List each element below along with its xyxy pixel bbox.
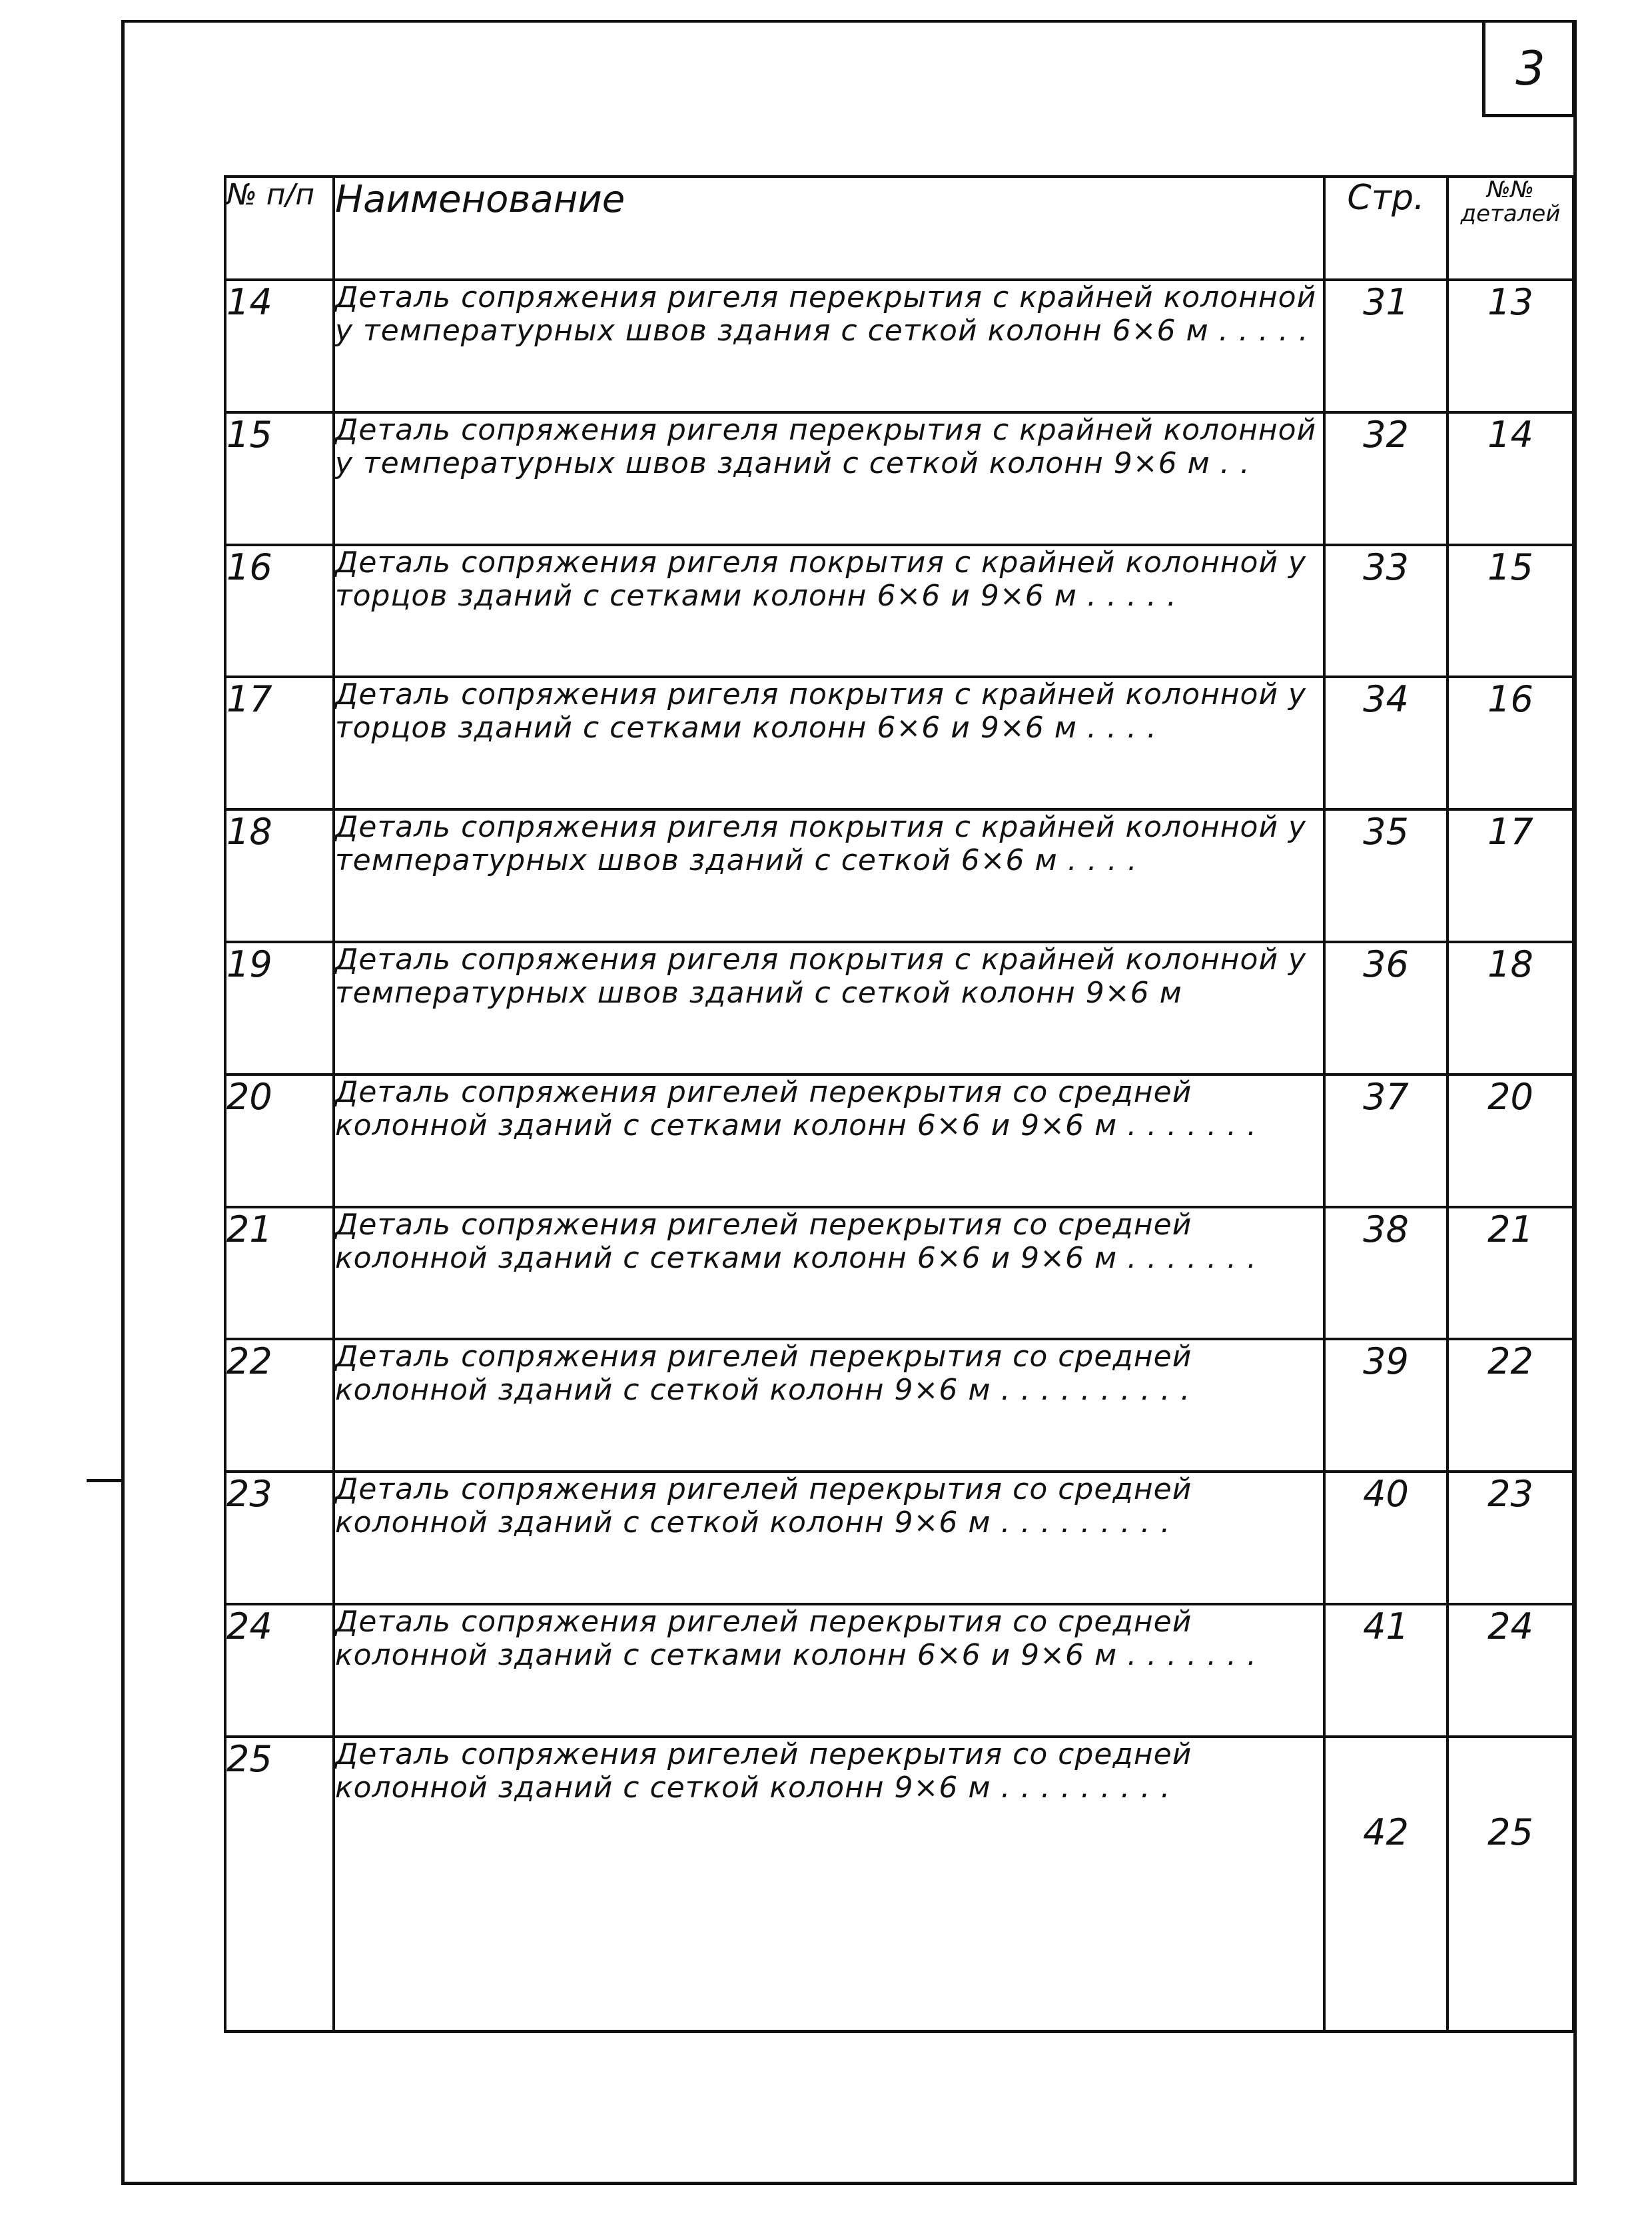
header-details: №№ деталей xyxy=(1447,177,1573,280)
page-number-box-edge xyxy=(1572,23,1575,117)
row-number: 17 xyxy=(225,677,334,809)
table-row xyxy=(225,677,1573,809)
row-page: 41 xyxy=(1324,1604,1447,1737)
row-detail: 13 xyxy=(1447,280,1573,412)
table-row xyxy=(225,1075,1573,1207)
row-page: 32 xyxy=(1324,412,1447,545)
contents-table-wrapper xyxy=(224,175,1572,2032)
row-number: 24 xyxy=(225,1604,334,1737)
row-detail: 22 xyxy=(1447,1339,1573,1472)
row-number: 25 xyxy=(225,1737,334,2031)
header-page: Стр. xyxy=(1324,177,1447,280)
table-row xyxy=(225,1737,1573,2031)
header-name: Наименование xyxy=(334,177,1324,280)
row-page: 31 xyxy=(1324,280,1447,412)
row-number: 22 xyxy=(225,1339,334,1472)
table-row xyxy=(225,942,1573,1075)
binding-mark xyxy=(87,1479,124,1482)
row-number: 14 xyxy=(225,280,334,412)
row-number: 18 xyxy=(225,809,334,942)
row-number: 19 xyxy=(225,942,334,1075)
row-title: Деталь сопряжения ригелей перекрытия со средней колонной зданий с сеткой колонн 9×6 м . . . . . . . . . xyxy=(334,1472,1324,1604)
row-number: 16 xyxy=(225,545,334,677)
row-page: 38 xyxy=(1324,1207,1447,1340)
row-detail: 18 xyxy=(1447,942,1573,1075)
row-detail: 16 xyxy=(1447,677,1573,809)
table-row xyxy=(225,809,1573,942)
row-detail: 24 xyxy=(1447,1604,1573,1737)
row-detail: 25 xyxy=(1447,1737,1573,2031)
row-detail: 23 xyxy=(1447,1472,1573,1604)
row-number: 21 xyxy=(225,1207,334,1340)
row-page: 34 xyxy=(1324,677,1447,809)
row-title: Деталь сопряжения ригеля перекрытия с крайней колонной у температурных швов зданий с сеткой колонн 9×6 м . . xyxy=(334,412,1324,545)
row-detail: 21 xyxy=(1447,1207,1573,1340)
bottom-rule xyxy=(224,2030,1576,2033)
row-page: 33 xyxy=(1324,545,1447,677)
header-item-number: № п/п xyxy=(225,177,334,280)
row-detail: 17 xyxy=(1447,809,1573,942)
row-title: Деталь сопряжения ригеля покрытия с крайней колонной у торцов зданий с сетками колонн 6×6 и 9×6 м . . . . . xyxy=(334,545,1324,677)
row-detail: 14 xyxy=(1447,412,1573,545)
row-title: Деталь сопряжения ригеля покрытия с крайней колонной у температурных швов зданий с сеткой колонн 9×6 м xyxy=(334,942,1324,1075)
row-title: Деталь сопряжения ригелей перекрытия со средней колонной зданий с сеткой колонн 9×6 м . . . . . . . . . . xyxy=(334,1339,1324,1472)
row-title: Деталь сопряжения ригеля покрытия с крайней колонной у торцов зданий с сетками колонн 6×6 и 9×6 м . . . . xyxy=(334,677,1324,809)
table-row xyxy=(225,1604,1573,1737)
row-title: Деталь сопряжения ригелей перекрытия со средней колонной зданий с сетками колонн 6×6 и 9×6 м . . . . . . . xyxy=(334,1075,1324,1207)
row-title: Деталь сопряжения ригелей перекрытия со средней колонной зданий с сетками колонн 6×6 и 9×6 м . . . . . . . xyxy=(334,1207,1324,1340)
row-page: 42 xyxy=(1324,1737,1447,2031)
table-body xyxy=(225,280,1573,2031)
page-number: 3 xyxy=(1515,41,1545,96)
table-row xyxy=(225,412,1573,545)
table-row xyxy=(225,1472,1573,1604)
table-row xyxy=(225,1339,1573,1472)
row-page: 36 xyxy=(1324,942,1447,1075)
row-number: 20 xyxy=(225,1075,334,1207)
row-number: 15 xyxy=(225,412,334,545)
row-page: 40 xyxy=(1324,1472,1447,1604)
page-number-box xyxy=(1482,23,1575,117)
row-detail: 20 xyxy=(1447,1075,1573,1207)
row-title: Деталь сопряжения ригеля перекрытия с крайней колонной у температурных швов здания с сеткой колонн 6×6 м . . . . . xyxy=(334,280,1324,412)
table-row xyxy=(225,545,1573,677)
table-row xyxy=(225,1207,1573,1340)
row-title: Деталь сопряжения ригелей перекрытия со средней колонной зданий с сеткой колонн 9×6 м . . . . . . . . . xyxy=(334,1737,1324,2031)
table-header xyxy=(225,177,1573,280)
table-row xyxy=(225,280,1573,412)
row-detail: 15 xyxy=(1447,545,1573,677)
row-number: 23 xyxy=(225,1472,334,1604)
row-title: Деталь сопряжения ригеля покрытия с крайней колонной у температурных швов зданий с сеткой 6×6 м . . . . xyxy=(334,809,1324,942)
contents-table xyxy=(224,175,1575,2032)
row-title: Деталь сопряжения ригелей перекрытия со средней колонной зданий с сетками колонн 6×6 и 9×6 м . . . . . . . xyxy=(334,1604,1324,1737)
row-page: 39 xyxy=(1324,1339,1447,1472)
row-page: 35 xyxy=(1324,809,1447,942)
row-page: 37 xyxy=(1324,1075,1447,1207)
